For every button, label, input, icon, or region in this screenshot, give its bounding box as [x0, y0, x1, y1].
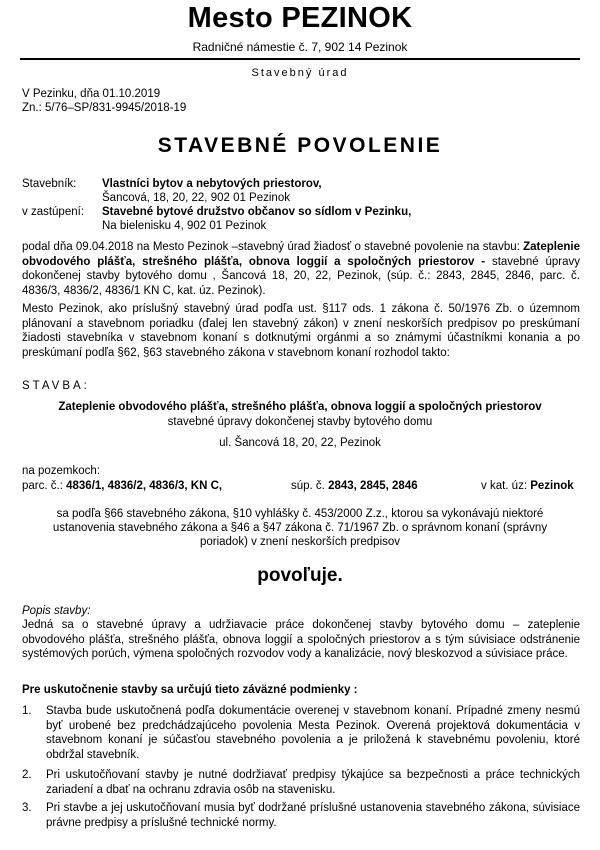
- builder-name: Vlastníci bytov a nebytových priestorov,: [102, 178, 322, 190]
- parcel-values: 4836/1, 4836/2, 4836/3, KN C,: [66, 480, 223, 492]
- representative-name: Stavebné bytové družstvo občanov so sídlom v Pezinku,: [102, 206, 412, 218]
- condition-text: Pri stavbe a jej uskutočňovaní musia byť dodržané príslušné ustanovenia stavebného zákona, súvisiace právne predpisy a príslušné technické normy.: [46, 802, 580, 829]
- kat-value: Pezinok: [530, 480, 574, 492]
- condition-number: 1.: [22, 705, 32, 717]
- request-rest: stavebné úpravy dokončenej stavby bytového domu , Šancová 18, 20, 22, Pezinok, (súp. č.: 2843, 2845, 2846, parc. č. 4836/3, 4836/2, 4836/1 KN C, kat. úz. Pezinok).: [22, 255, 580, 297]
- builder-address: Šancová, 18, 20, 22, 902 01 Pezinok: [102, 192, 290, 204]
- condition-text: Stavba bude uskutočnená podľa dokumentácie overenej v stavebnom konaní. Prípadné zmeny nesmú byť urobené bez predchádzajúceho povolenia Mesta Pezinok. Overená projektová dokumentácia v stavebnom konaní je súčasťou stavebného povolenia a je priložená k stavebnému povoleniu, ktoré obdržal stavebník.: [46, 705, 580, 761]
- description-label: Popis stavby:: [22, 605, 91, 617]
- stavba-title: Zateplenie obvodového plášťa, strešného plášťa, obnova loggií a spoločných priestorov: [58, 401, 542, 413]
- city-address: Radničné námestie č. 7, 902 14 Pezinok: [192, 40, 408, 54]
- header-divider: [20, 58, 580, 60]
- legal-basis-line-1: sa podľa §66 stavebného zákona, §10 vyhlášky č. 453/2000 Z.z., ktorou sa vykonávajú niektoré: [56, 508, 544, 520]
- parcel-prefix: parc. č.:: [22, 480, 67, 492]
- request-paragraph: [22, 240, 580, 298]
- condition-item: [22, 768, 580, 797]
- office-name: Stavebný úrad: [251, 67, 349, 79]
- parcels-label: na pozemkoch:: [22, 465, 100, 477]
- parcel-numbers: [22, 480, 222, 492]
- condition-number: 2.: [22, 769, 32, 781]
- date-line: V Pezinku, dňa 01.10.2019: [22, 88, 161, 100]
- representative-address: Na bielenisku 4, 902 01 Pezinok: [102, 220, 267, 232]
- request-intro: podal dňa 09.04.2018 na Mesto Pezinok –stavebný úrad žiadosť o stavebné povolenie na stavbu:: [22, 241, 520, 253]
- condition-item: [22, 801, 580, 830]
- authority-paragraph: Mesto Pezinok, ako príslušný stavebný úrad podľa ust. §117 ods. 1 zákona č. 50/1976 Zb. o územnom plánovaní a stavebnom poriadku (ďalej len stavebný zákon) v znení neskorších predpisov po preskúmaní žiadosti stavebníka v stavebnom konaní s dotknutými orgánmi a so známymi účastníkmi konania a po preskúmaní podľa §62, §63 stavebného zákona v stavebnom konaní rozhodol takto:: [22, 303, 580, 359]
- stavba-label: STAVBA:: [22, 380, 90, 392]
- stavba-address: ul. Šancová 18, 20, 22, Pezinok: [219, 437, 381, 449]
- sup-prefix: súp. č.: [291, 480, 329, 492]
- request-building-title: Zateplenie obvodového plášťa, strešného plášťa, obnova loggií a spoločných priestorov -: [22, 241, 580, 268]
- cadastral-area: [481, 480, 574, 492]
- description-text: Jedná sa o stavebné úpravy a udržiavacie práce dokončenej stavby bytového domu – zateplenie obvodového plášťa, strešného plášťa, obnova loggií a spoločných priestorov a s tým súvisiace odstránenie systémových porúch, výmena spoločných rozvodov vody a kanalizácie, nový bleskozvod a súvisiace práce.: [22, 619, 580, 661]
- legal-basis-line-3: poriadok) v znení neskorších predpisov: [199, 536, 401, 548]
- condition-item: [22, 704, 580, 762]
- stavba-subtitle: stavebné úpravy dokončenej stavby bytového domu: [167, 416, 433, 428]
- supisne-numbers: [291, 480, 418, 492]
- reference-number: Zn.: 5/76–SP/831-9945/2018-19: [22, 102, 187, 114]
- legal-basis-line-2: ustanovenia stavebného zákona a §46 a §47 zákona č. 71/1967 Zb. o správnom konaní (správny: [52, 522, 548, 534]
- document-title: STAVEBNÉ POVOLENIE: [157, 134, 443, 157]
- representative-label: v zastúpení:: [22, 206, 85, 218]
- decision-word: povoľuje.: [257, 565, 343, 586]
- conditions-heading: Pre uskutočnenie stavby sa určujú tieto záväzné podmienky :: [22, 684, 358, 696]
- builder-label: Stavebník:: [22, 178, 77, 190]
- condition-text: Pri uskutočňovaní stavby je nutné dodržiavať predpisy týkajúce sa bezpečnosti a práce technických zariadení a dbať na ochranu zdravia osôb na stavenisku.: [46, 769, 580, 796]
- sup-values: 2843, 2845, 2846: [328, 480, 418, 492]
- condition-number: 3.: [22, 802, 32, 814]
- city-title: Mesto PEZINOK: [187, 2, 413, 34]
- kat-prefix: v kat. úz:: [481, 480, 531, 492]
